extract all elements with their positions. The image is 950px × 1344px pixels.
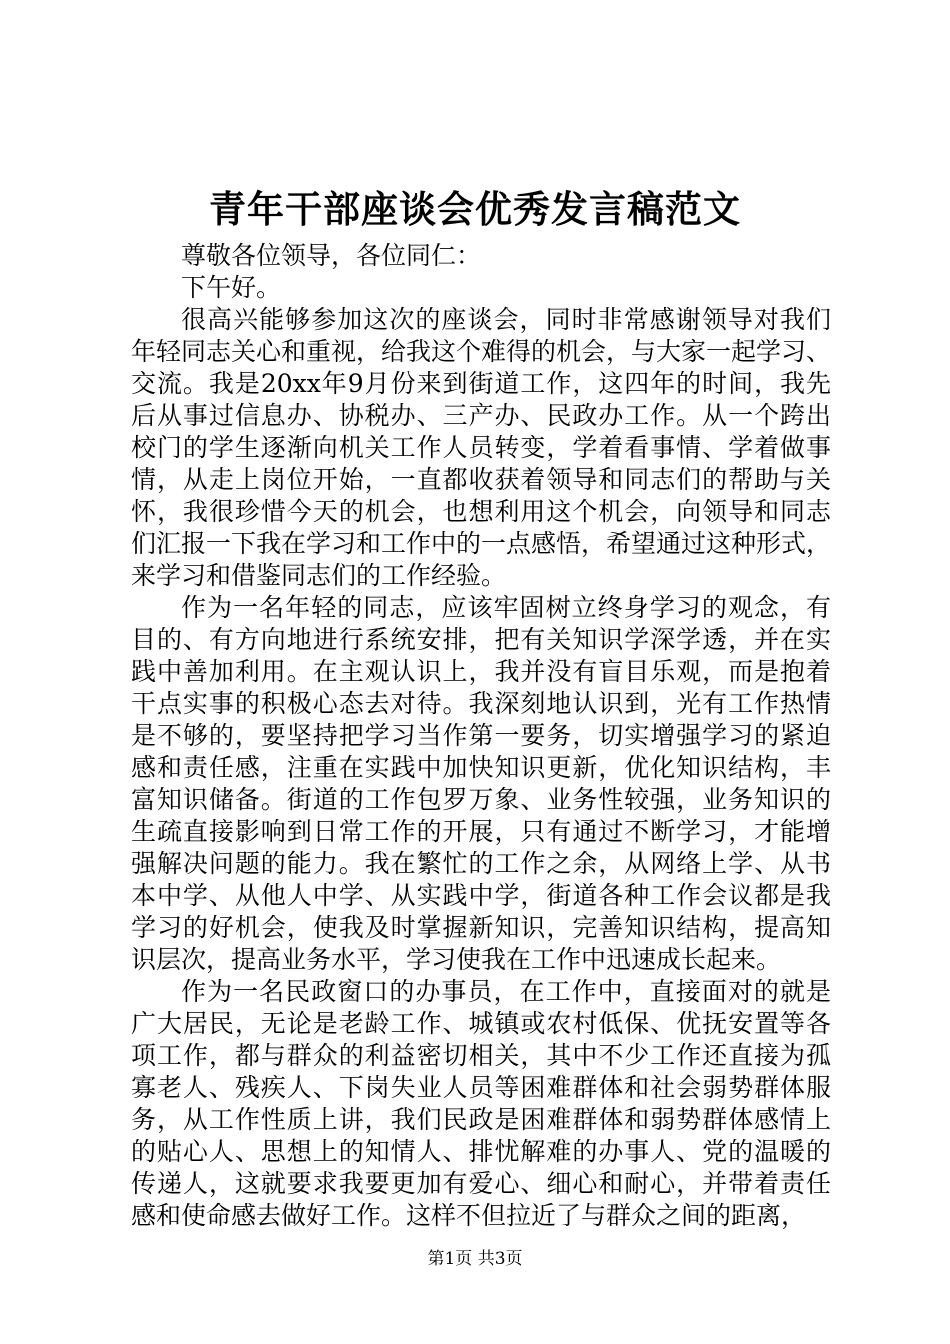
paragraph-line: 作为一名民政窗口的办事员，在工作中，直接面对的就是 (181, 977, 831, 1006)
paragraph-line: 传递人，这就要求我要更加有爱心、细心和耐心，并带着责任 (131, 1169, 831, 1198)
paragraph-line: 很高兴能够参加这次的座谈会，同时非常感谢领导对我们 (181, 305, 831, 334)
paragraph-line: 感和责任感，注重在实践中加快知识更新，优化知识结构，丰 (131, 753, 831, 782)
page-footer: 第1页 共3页 (427, 1249, 523, 1269)
paragraph-line: 寡老人、残疾人、下岗失业人员等困难群体和社会弱势群体服 (131, 1073, 831, 1102)
paragraph-line: 强解决问题的能力。我在繁忙的工作之余，从网络上学、从书 (131, 849, 831, 878)
paragraph-line: 践中善加利用。在主观认识上，我并没有盲目乐观，而是抱着 (131, 657, 831, 686)
paragraph-line: 怀，我很珍惜今天的机会，也想利用这个机会，向领导和同志 (131, 497, 831, 526)
paragraph-line: 校门的学生逐渐向机关工作人员转变，学着看事情、学着做事 (131, 433, 831, 462)
paragraph-line: 干点实事的积极心态去对待。我深刻地认识到，光有工作热情 (131, 689, 831, 718)
paragraph-line: 广大居民，无论是老龄工作、城镇或农村低保、优抚安置等各 (131, 1009, 831, 1038)
document-body (131, 240, 831, 1232)
paragraph-line: 们汇报一下我在学习和工作中的一点感悟，希望通过这种形式， (131, 529, 832, 558)
paragraph-line: 作为一名年轻的同志，应该牢固树立终身学习的观念，有 (181, 593, 831, 622)
paragraph-line: 生疏直接影响到日常工作的开展，只有通过不断学习，才能增 (131, 817, 831, 846)
paragraph-line: 交流。我是20xx年9月份来到街道工作，这四年的时间，我先 (131, 369, 831, 398)
paragraph-line: 后从事过信息办、协税办、三产办、民政办工作。从一个跨出 (131, 401, 831, 430)
paragraph-line: 识层次，提高业务水平，学习使我在工作中迅速成长起来。 (131, 945, 782, 974)
paragraph-line: 的贴心人、思想上的知情人、排忧解难的办事人、党的温暖的 (131, 1137, 831, 1166)
paragraph-line: 来学习和借鉴同志们的工作经验。 (131, 561, 507, 590)
paragraph-line: 学习的好机会，使我及时掌握新知识，完善知识结构，提高知 (131, 913, 831, 942)
paragraph-line: 富知识储备。街道的工作包罗万象、业务性较强，业务知识的 (131, 785, 831, 814)
paragraph-line: 项工作，都与群众的利益密切相关，其中不少工作还直接为孤 (131, 1041, 831, 1070)
paragraph-line: 务，从工作性质上讲，我们民政是困难群体和弱势群体感情上 (131, 1105, 831, 1134)
salutation-line: 尊敬各位领导，各位同仁： (181, 241, 482, 270)
paragraph-line: 是不够的，要坚持把学习当作第一要务，切实增强学习的紧迫 (131, 721, 831, 750)
paragraph-line: 目的、有方向地进行系统安排，把有关知识学深学透，并在实 (131, 625, 831, 654)
paragraph-line: 感和使命感去做好工作。这样不但拉近了与群众之间的距离， (131, 1201, 807, 1230)
document-title: 青年干部座谈会优秀发言稿范文 (209, 187, 741, 231)
paragraph-line: 年轻同志关心和重视，给我这个难得的机会，与大家一起学习、 (131, 337, 832, 366)
paragraph-line: 本中学、从他人中学、从实践中学，街道各种工作会议都是我 (131, 881, 831, 910)
greeting-line: 下午好。 (181, 273, 282, 302)
paragraph-line: 情，从走上岗位开始，一直都收获着领导和同志们的帮助与关 (131, 465, 831, 494)
